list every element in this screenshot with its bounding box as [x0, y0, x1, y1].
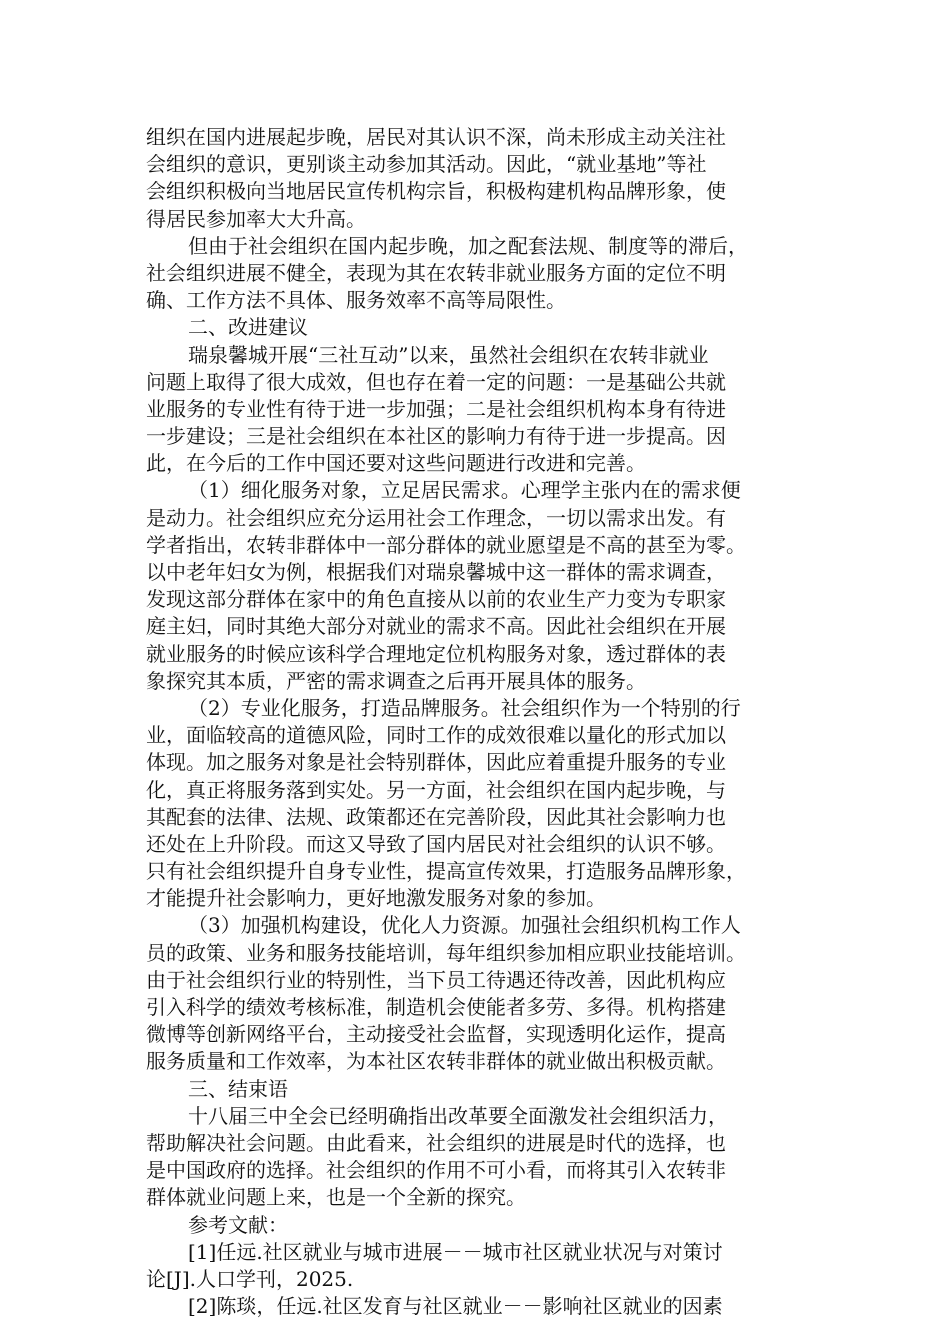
text-line: 是中国政府的选择。社会组织的作用不可小看，而将其引入农转非 — [146, 1158, 726, 1183]
text-line: 群体就业问题上来，也是一个全新的探究。 — [146, 1185, 526, 1210]
text-line: 会组织积极向当地居民宣传机构宗旨，积极构建机构品牌形象，使 — [146, 179, 726, 204]
text-line: 微博等创新网络平台，主动接受社会监督，实现透明化运作，提高 — [146, 1022, 726, 1047]
text-line: 就业服务的时候应该科学合理地定位机构服务对象，透过群体的表 — [146, 641, 726, 666]
text-line: 但由于社会组织在国内起步晚，加之配套法规、制度等的滞后， — [188, 233, 748, 258]
text-line: 引入科学的绩效考核标准，制造机会使能者多劳、多得。机构搭建 — [146, 995, 726, 1019]
text-line: [1]任远.社区就业与城市进展－－城市社区就业状况与对策讨 — [188, 1239, 723, 1264]
text-line: （1）细化服务对象，立足居民需求。心理学主张内在的需求便 — [188, 478, 741, 503]
text-line: （3）加强机构建设，优化人力资源。加强社会组织机构工作人 — [188, 913, 741, 938]
text-line: 其配套的法律、法规、政策都还在完善阶段，因此其社会影响力也 — [146, 804, 726, 829]
text-line: 问题上取得了很大成效，但也存在着一定的问题：一是基础公共就 — [146, 369, 726, 394]
text-line: 庭主妇，同时其绝大部分对就业的需求不高。因此社会组织在开展 — [146, 614, 726, 639]
text-line: （2）专业化服务，打造品牌服务。社会组织作为一个特别的行 — [188, 695, 741, 720]
text-line: 得居民参加率大大升高。 — [146, 206, 366, 231]
text-line: 此，在今后的工作中国还要对这些问题进行改进和完善。 — [146, 451, 646, 476]
text-line: 服务质量和工作效率，为本社区农转非群体的就业做出积极贡献。 — [146, 1049, 726, 1074]
text-line: 十八届三中全会已经明确指出改革要全面激发社会组织活力， — [188, 1103, 728, 1128]
text-line: 只有社会组织提升自身专业性，提高宣传效果，打造服务品牌形象， — [146, 859, 746, 884]
text-line: 由于社会组织行业的特别性，当下员工待遇还待改善，因此机构应 — [146, 967, 726, 992]
text-line: 一步建设；三是社会组织在本社区的影响力有待于进一步提高。因 — [146, 424, 726, 449]
text-line: 体现。加之服务对象是社会特别群体，因此应着重提升服务的专业 — [146, 750, 726, 775]
text-line: 论[J].人口学刊，2025. — [146, 1266, 354, 1291]
text-line: 二、改进建议 — [188, 315, 308, 340]
text-line: 参考文献： — [188, 1212, 288, 1237]
document-body — [146, 124, 806, 1320]
text-line: 业，面临较高的道德风险，同时工作的成效很难以量化的形式加以 — [146, 723, 726, 748]
text-line: 学者指出，农转非群体中一部分群体的就业愿望是不高的甚至为零。 — [146, 532, 746, 557]
text-line: 还处在上升阶段。而这又导致了国内居民对社会组织的认识不够。 — [146, 831, 726, 856]
text-line: 三、结束语 — [188, 1076, 288, 1101]
text-line: 才能提升社会影响力，更好地激发服务对象的参加。 — [146, 886, 606, 911]
text-line: 化，真正将服务落到实处。另一方面，社会组织在国内起步晚，与 — [146, 777, 726, 802]
text-line: 发现这部分群体在家中的角色直接从以前的农业生产力变为专职家 — [146, 587, 726, 612]
text-line: 以中老年妇女为例，根据我们对瑞泉馨城中这一群体的需求调查， — [146, 560, 726, 584]
text-line: 瑞泉馨城开展“三社互动”以来，虽然社会组织在农转非就业 — [188, 342, 709, 367]
text-line: 帮助解决社会问题。由此看来，社会组织的进展是时代的选择，也 — [146, 1130, 726, 1155]
text-line: 组织在国内进展起步晚，居民对其认识不深，尚未形成主动关注社 — [146, 125, 726, 149]
text-line: 象探究其本质，严密的需求调查之后再开展具体的服务。 — [146, 668, 646, 693]
text-line: 业服务的专业性有待于进一步加强；二是社会组织机构本身有待进 — [146, 396, 726, 421]
text-line: 社会组织进展不健全，表现为其在农转非就业服务方面的定位不明 — [146, 260, 726, 285]
text-line: 员的政策、业务和服务技能培训，每年组织参加相应职业技能培训。 — [146, 940, 746, 965]
text-line: 是动力。社会组织应充分运用社会工作理念，一切以需求出发。有 — [146, 505, 726, 530]
text-line: 会组织的意识，更别谈主动参加其活动。因此，“就业基地”等社 — [146, 152, 707, 177]
text-line: 确、工作方法不具体、服务效率不高等局限性。 — [146, 288, 566, 313]
text-line: [2]陈琰，任远.社区发育与社区就业－－影响社区就业的因素 — [188, 1294, 723, 1319]
